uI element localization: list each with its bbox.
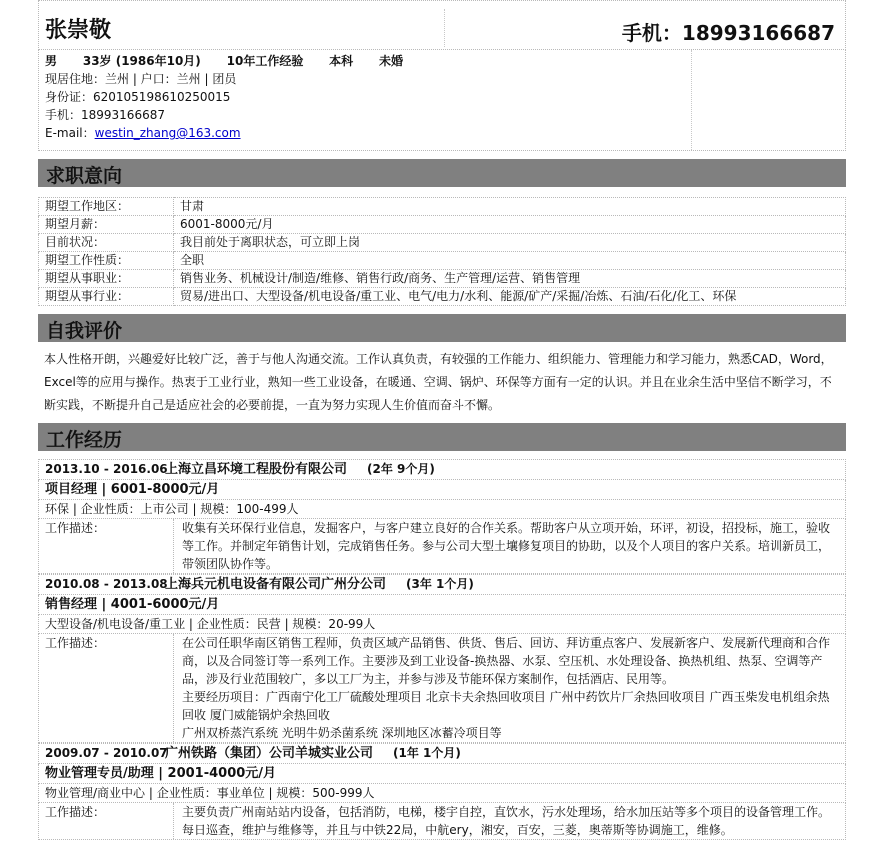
intent-value: 销售业务、机械设计/制造/维修、销售行政/商务、生产管理/运营、销售管理 xyxy=(174,270,846,288)
intent-key: 期望从事职业： xyxy=(39,270,174,288)
job-header xyxy=(38,743,846,764)
job-title: 物业管理专员/助理 | 2001-4000元/月 xyxy=(45,766,277,781)
residence: 现居住地：兰州 | 户口：兰州 | 团员 xyxy=(45,72,237,86)
job-title-row xyxy=(38,595,846,615)
age: 33岁 (1986年10月) xyxy=(82,54,201,68)
work-experience-list xyxy=(38,459,846,840)
intent-row xyxy=(39,288,846,306)
intent-value: 6001-8000元/月 xyxy=(174,216,846,234)
email-link[interactable]: westin_zhang@163.com xyxy=(94,126,241,140)
intent-value: 甘肃 xyxy=(174,198,846,216)
job-desc-paragraph: 在公司任职华南区销售工程师，负责区域产品销售、供货、售后、回访、拜访重点客户、发展新客户、发展新代理商和合作商，以及合同签订等一系列工作。主要涉及到工业设备-换热器、水泵、空压机、水处理设备、换热机组、热泵、空调等产品，涉及行业范围较广，多以工厂为主，并参与涉及节能环保方案制作，包括酒店、民用等。 xyxy=(182,636,831,686)
job-description xyxy=(38,803,846,840)
resume-header xyxy=(38,0,846,50)
job-company: 广州铁路（集团）公司羊城实业公司 xyxy=(165,746,374,761)
intent-key: 目前状况： xyxy=(39,234,174,252)
job-duration: (1年 1个月) xyxy=(393,746,461,760)
intent-row xyxy=(39,216,846,234)
intent-row xyxy=(39,270,846,288)
job-desc-paragraph: 收集有关环保行业信息，发掘客户，与客户建立良好的合作关系。帮助客户从立项开始，环评，初设，招投标，施工，验收等工作。并制定年销售计划，完成销售任务。参与公司大型土壤修复项目的协助，以及个人项目的客户关系。培训新员工，带领团队协作等。 xyxy=(182,521,831,571)
intent-row xyxy=(39,234,846,252)
job-meta: 物业管理/商业中心 | 企业性质：事业单位 | 规模：500-999人 xyxy=(38,784,846,803)
job-duration: (3年 1个月) xyxy=(406,577,474,591)
intent-value: 我目前处于离职状态，可立即上岗 xyxy=(174,234,846,252)
intent-key: 期望工作地区： xyxy=(39,198,174,216)
job-company: 上海兵元机电设备有限公司广州分公司 xyxy=(165,577,387,592)
job-desc-body xyxy=(174,519,845,573)
job-title: 项目经理 | 6001-8000元/月 xyxy=(45,482,220,497)
job-duration: (2年 9个月) xyxy=(367,462,435,476)
job-company: 上海立昌环境工程股份有限公司 xyxy=(165,462,348,477)
id-card: 身份证：620105198610250015 xyxy=(45,90,231,104)
section-self-title: 自我评价 xyxy=(46,320,123,342)
job-title-row xyxy=(38,480,846,500)
job-description xyxy=(38,634,846,743)
job-period: 2009.07 - 2010.07 xyxy=(45,746,168,760)
job-desc-body xyxy=(174,803,845,839)
job-title-row xyxy=(38,764,846,784)
intent-value: 贸易/进出口、大型设备/机电设备/重工业、电气/电力/水利、能源/矿产/采掘/冶炼、石油/石化/化工、环保 xyxy=(174,288,846,306)
basic-info xyxy=(38,50,846,151)
section-work-title: 工作经历 xyxy=(46,429,123,451)
education: 本科 xyxy=(329,54,354,68)
header-divider xyxy=(444,9,445,47)
resume-page xyxy=(38,0,846,840)
job-description xyxy=(38,519,846,574)
email-label: E-mail： xyxy=(45,126,95,140)
intent-row xyxy=(39,252,846,270)
job-period: 2013.10 - 2016.06 xyxy=(45,462,168,476)
job-desc-paragraph: 主要经历项目：广西南宁化工厂硫酸处理项目 北京卡夫余热回收项目 广州中药饮片厂余热回收项目 广西玉柴发电机组余热回收 厦门威能锅炉余热回收 xyxy=(182,690,830,722)
email-row xyxy=(45,124,241,142)
intent-table xyxy=(38,197,846,306)
header-phone: 手机：18993166687 xyxy=(621,21,835,45)
intent-value: 全职 xyxy=(174,252,846,270)
job-period: 2010.08 - 2013.08 xyxy=(45,577,168,591)
section-work xyxy=(38,423,846,451)
experience: 10年工作经验 xyxy=(226,54,304,68)
job-desc-label: 工作描述： xyxy=(39,634,174,742)
job-desc-paragraph: 主要负责广州南站站内设备，包括消防，电梯，楼宇自控，直饮水，污水处理场，给水加压站等多个项目的设备管理工作。每日巡查，维护与维修等，并且与中铁22局，中航ery，湘安，百安，三菱，奥蒂斯等协调施工，维修。 xyxy=(182,805,831,837)
intent-key: 期望从事行业： xyxy=(39,288,174,306)
self-evaluation: 本人性格开朗，兴趣爱好比较广泛，善于与他人沟通交流。工作认真负责，有较强的工作能力、组织能力、管理能力和学习能力，熟悉CAD，Word，Excel等的应用与操作。热衷于工业行业，熟知一些工业设备，在暖通、空调、锅炉、环保等方面有一定的认识。并且在业余生活中坚信不断学习，不断实践，不断提升自己是适应社会的必要前提，一直为努力实现人生价值而奋斗不懈。 xyxy=(44,352,833,412)
job-meta: 环保 | 企业性质：上市公司 | 规模：100-499人 xyxy=(38,500,846,519)
section-self xyxy=(38,314,846,342)
basic-summary xyxy=(45,52,425,70)
section-intent-title: 求职意向 xyxy=(46,165,123,187)
job-title: 销售经理 | 4001-6000元/月 xyxy=(45,597,220,612)
intent-key: 期望月薪： xyxy=(39,216,174,234)
candidate-name: 张崇敬 xyxy=(45,18,112,43)
section-intent xyxy=(38,159,846,187)
photo-divider xyxy=(691,50,692,150)
job-desc-label: 工作描述： xyxy=(39,803,174,839)
job-header xyxy=(38,574,846,595)
job-desc-body xyxy=(174,634,845,742)
job-meta: 大型设备/机电设备/重工业 | 企业性质：民营 | 规模：20-99人 xyxy=(38,615,846,634)
mobile: 手机：18993166687 xyxy=(45,108,165,122)
job-desc-label: 工作描述： xyxy=(39,519,174,573)
job-desc-paragraph: 广州双桥蒸汽系统 光明牛奶杀菌系统 深圳地区冰蓄冷项目等 xyxy=(182,726,502,740)
job-header xyxy=(38,459,846,480)
intent-row xyxy=(39,198,846,216)
marital-status: 未婚 xyxy=(379,54,404,68)
intent-key: 期望工作性质： xyxy=(39,252,174,270)
gender: 男 xyxy=(45,54,58,68)
